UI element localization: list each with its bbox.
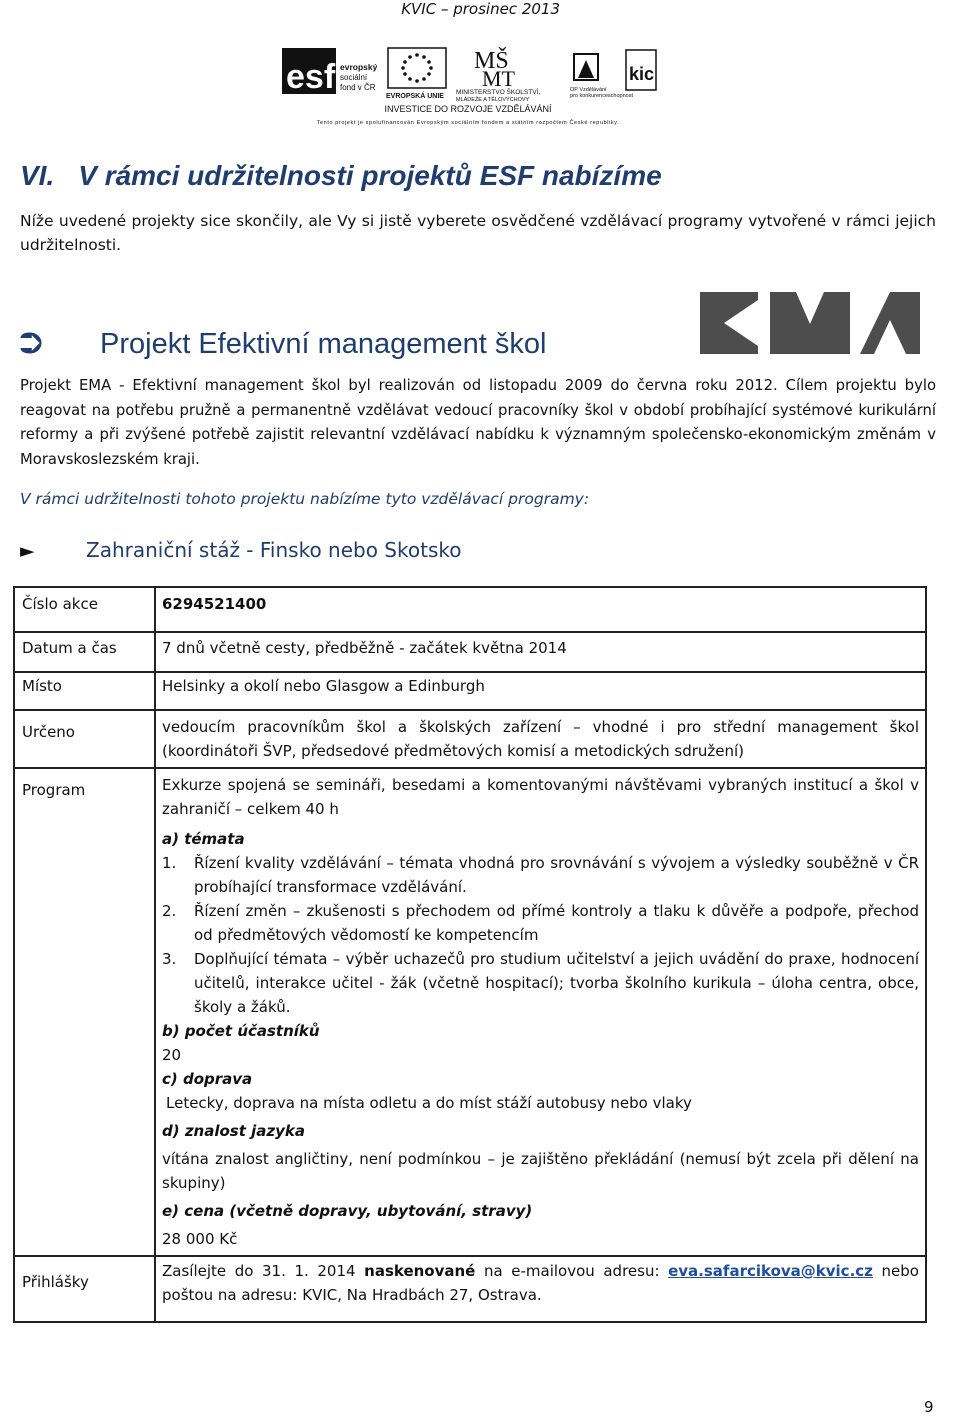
transport-heading: c) doprava [162,1070,253,1088]
table-row-urceno [14,710,926,768]
list-item: 2. Řízení změn – zkušenosti s přechodem od přímé kontroly a tlaku k důvěře a podpoře, přechod od předmětových vědomostí ke kompetencím [162,902,919,944]
program-intro: Exkurze spojená se semináři, besedami a komentovanými návštěvami vybraných institucí a škol v zahraničí – celkem 40 h [162,776,919,818]
datum-value: 7 dnů včetně cesty, předběžně - začátek května 2014 [155,632,926,672]
datum-label: Datum a čas [14,632,155,672]
topics-list [162,851,919,1019]
cislo-value: 6294521400 [155,587,926,632]
participants-value: 20 [162,1046,182,1064]
prihlasky-value: Zasílejte do 31. 1. 2014 naskenované na e-mailovou adresu: eva.safarcikova@kvic.cz nebo poštou na adresu: KVIC, Na Hradbách 27, Ostrava. [155,1256,926,1322]
misto-value: Helsinky a okolí nebo Glasgow a Edinburgh [155,672,926,710]
price-value: 28 000 Kč [162,1230,238,1248]
project-description: Projekt EMA - Efektivní management škol byl realizován od listopadu 2009 do června roku 2012. Cílem projektu bylo reagovat na potřebu pružně a permanentně vzdělávat vedoucí pracovníky škol v období probíhající systémové kurikulární reformy a při zvýšené potřebě zajistit relevantní vzdělávací nabídku k významným společensko-ekonomickým změnám v Moravskoslezském kraji. [20,377,936,468]
msmt-logo [456,47,540,103]
email-link[interactable]: eva.safarcikova@kvic.cz [668,1262,873,1280]
esf-logo-strip [278,42,658,128]
urceno-label: Určeno [14,710,155,768]
program-heading [20,538,461,562]
section-number: VI. [20,160,55,191]
cofinancing-note: Tento projekt je spolufinancován Evropským sociálním fondem a státním rozpočtem České republiky. [316,120,620,126]
program-title: Zahraniční stáž - Finsko nebo Skotsko [86,538,462,562]
msmt-text-2: MLÁDEŽE A TĚLOVÝCHOVY [456,97,530,103]
topics-heading: a) témata [162,830,245,848]
section-intro: Níže uvedené projekty sice skončily, ale Vy si jistě vyberete osvědčené vzdělávací programy vytvořené v rámci jejich udržitelnosti. [20,212,936,254]
transport-value: Letecky, doprava na místa odletu a do míst stáží autobusy nebo vlaky [166,1094,692,1112]
cislo-label: Číslo akce [14,587,155,632]
language-heading: d) znalost jazyka [162,1122,305,1140]
misto-label: Místo [14,672,155,710]
table-row-cislo [14,587,926,632]
svg-text:kic: kic [629,64,655,84]
eu-text: EVROPSKÁ UNIE [386,93,444,100]
running-header: KVIC – prosinec 2013 [401,0,560,18]
op-text-1: OP Vzdělávání [570,87,607,93]
svg-text:MŠ: MŠ [474,48,509,74]
section-heading [20,160,662,192]
esf-text-3: fond v ČR [340,83,376,92]
participants-heading: b) počet účastníků [162,1022,320,1040]
investice-slogan: INVESTICE DO ROZVOJE VZDĚLÁVÁNÍ [384,104,552,114]
table-row-misto [14,672,926,710]
program-label: Program [14,768,155,1256]
esf-logo [282,48,378,96]
esf-text-1: evropský [340,62,378,72]
table-row-prihlasky [14,1256,926,1322]
offer-note: V rámci udržitelnosti tohoto projektu nabízíme tyto vzdělávací programy: [20,490,590,508]
project-heading [20,328,546,361]
project-title: Projekt Efektivní management škol [100,328,547,360]
program-value [155,768,926,1256]
price-heading: e) cena (včetně dopravy, ubytování, stravy) [162,1202,533,1220]
list-item: 3. Doplňující témata – výběr uchazečů pro studium učitelství a jejich uvádění do praxe, hodnocení učitelů, interakce učitel - žák (včetně hospitací); tvorba školního kurikula – úloha centra, obce, školy a žáků. [162,950,919,1016]
esf-text-2: sociální [340,73,368,82]
arrow-icon: ⮊ [20,328,43,360]
msmt-text-1: MINISTERSTVO ŠKOLSTVÍ, [456,89,541,96]
program-info-table [13,586,927,1323]
triangle-bullet-icon: ► [20,540,35,562]
svg-text:esf: esf [286,58,336,96]
eu-flag-logo [386,48,446,100]
table-row-datum [14,632,926,672]
urceno-value: vedoucím pracovníkům škol a školských zařízení – vhodné i pro střední management škol (koordinátoři ŠVP, předsedové předmětových komisí a metodických sdružení) [155,710,926,768]
svg-text:MT: MT [482,66,515,91]
section-title: V rámci udržitelnosti projektů ESF nabízíme [78,160,662,191]
kvic-logo [626,50,656,90]
ema-logo [700,290,920,356]
table-row-program [14,768,926,1256]
op-text-2: pro konkurenceschopnost [570,93,633,99]
op-logo [570,54,633,99]
prihlasky-label: Přihlášky [14,1256,155,1322]
list-item: 1. Řízení kvality vzdělávání – témata vhodná pro srovnávání s vývojem a výsledky souběžně v ČR probíhající transformace vzdělávání. [162,854,919,896]
page-number: 9 [924,1398,934,1416]
prihlasky-bold: naskenované [364,1262,476,1280]
language-value: vítána znalost angličtiny, není podmínkou – je zajištěno překládání (nemusí být zcela při dělení na skupiny) [162,1150,919,1192]
